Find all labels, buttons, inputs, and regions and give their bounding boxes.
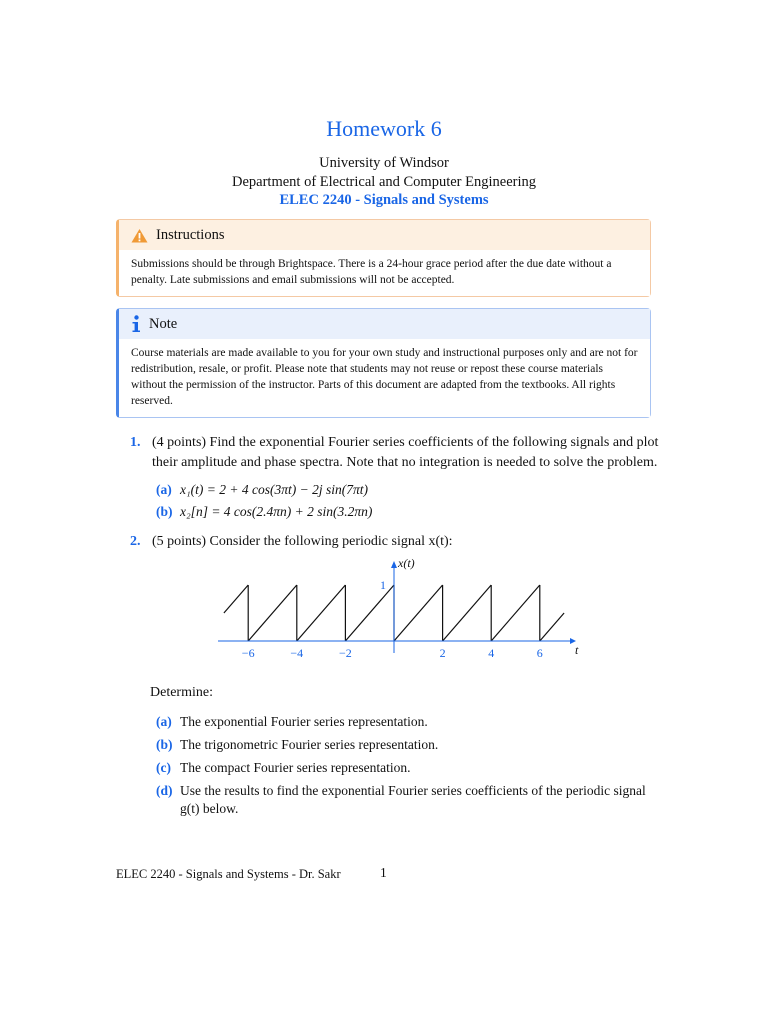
part-text: The exponential Fourier series representation. bbox=[180, 714, 428, 729]
footer-text: ELEC 2240 - Signals and Systems - Dr. Sakr bbox=[116, 867, 341, 881]
instructions-body: Submissions should be through Brightspace. There is a 24-hour grace period after the due date without a penalty. Late submissions and email submissions will not be accepted. bbox=[119, 250, 650, 296]
instructions-header bbox=[119, 220, 650, 250]
problem-2-part-c bbox=[156, 759, 411, 777]
sawtooth-ramp bbox=[224, 585, 248, 613]
sawtooth-ramp bbox=[345, 585, 394, 641]
peak-label: 1 bbox=[380, 578, 386, 592]
instructions-heading: Instructions bbox=[156, 227, 225, 243]
part-label: (a) bbox=[156, 482, 172, 497]
x-tick-label: 6 bbox=[536, 646, 543, 660]
problem-1-number: 1. bbox=[130, 435, 141, 450]
problem-2-part-a bbox=[156, 713, 428, 731]
info-icon bbox=[131, 315, 141, 333]
part-equation: x₂[n] = 4 cos(2.4πn) + 2 sin(3.2πn) bbox=[180, 504, 373, 519]
x-tick-label: 4 bbox=[488, 646, 495, 660]
page-title: Homework 6 bbox=[326, 116, 442, 141]
note-body: Course materials are made available to you for your own study and instructional purposes only and are not for redistribution, resale, or profit. Please note that students may not reuse or repost these course materials without the permission of the instructor. Parts of this document are adapted from the textbooks. All rights reserved. bbox=[119, 339, 650, 417]
problem-2-part-d bbox=[156, 782, 656, 818]
problem-1-text: (4 points) Find the exponential Fourier series coefficients of the following signals and plot their amplitude and phase spectra. Note that no integration is needed to solve the problem. bbox=[152, 435, 659, 470]
part-equation: x₁(t) = 2 + 4 cos(3πt) − 2j sin(7πt) bbox=[180, 482, 369, 497]
part-text: The compact Fourier series representation. bbox=[180, 760, 411, 775]
page-number: 1 bbox=[380, 865, 387, 880]
sawtooth-ramp bbox=[443, 585, 492, 641]
problem-1 bbox=[130, 433, 660, 473]
note-header bbox=[119, 309, 650, 339]
part-label: (b) bbox=[156, 737, 173, 752]
sawtooth-ramp bbox=[491, 585, 540, 641]
part-text: Use the results to find the exponential Fourier series coefficients of the periodic signal g(t) below. bbox=[180, 783, 646, 816]
problem-1-part-b bbox=[156, 503, 372, 521]
problem-2-part-b bbox=[156, 736, 438, 754]
course-name: ELEC 2240 - Signals and Systems bbox=[279, 192, 489, 208]
y-axis-label: x(t) bbox=[398, 556, 415, 570]
problem-2 bbox=[130, 532, 660, 552]
sawtooth-ramp bbox=[248, 585, 297, 641]
sawtooth-ramp bbox=[540, 613, 564, 641]
problem-1-part-a bbox=[156, 481, 368, 499]
problem-2-number: 2. bbox=[130, 534, 141, 549]
warning-icon bbox=[131, 228, 148, 243]
note-box bbox=[116, 308, 651, 418]
university-name: University of Windsor bbox=[319, 155, 449, 171]
part-text: The trigonometric Fourier series representation. bbox=[180, 737, 439, 752]
department-name: Department of Electrical and Computer Engineering bbox=[232, 174, 536, 190]
sawtooth-ramp bbox=[394, 585, 443, 641]
note-heading: Note bbox=[149, 316, 178, 332]
part-label: (b) bbox=[156, 504, 173, 519]
part-label: (c) bbox=[156, 760, 171, 775]
x-tick-label: −6 bbox=[241, 646, 255, 660]
sawtooth-ramp bbox=[297, 585, 346, 641]
x-axis-label: t bbox=[575, 643, 579, 657]
problem-2-text: (5 points) Consider the following periodic signal x(t): bbox=[152, 534, 453, 549]
determine-label: Determine: bbox=[150, 685, 213, 700]
sawtooth-plot bbox=[200, 555, 600, 665]
x-tick-label: 2 bbox=[439, 646, 446, 660]
x-tick-label: −2 bbox=[339, 646, 352, 660]
x-tick-label: −4 bbox=[290, 646, 304, 660]
part-label: (d) bbox=[156, 783, 173, 798]
instructions-box bbox=[116, 219, 651, 297]
part-label: (a) bbox=[156, 714, 172, 729]
y-axis-arrow bbox=[391, 561, 397, 568]
